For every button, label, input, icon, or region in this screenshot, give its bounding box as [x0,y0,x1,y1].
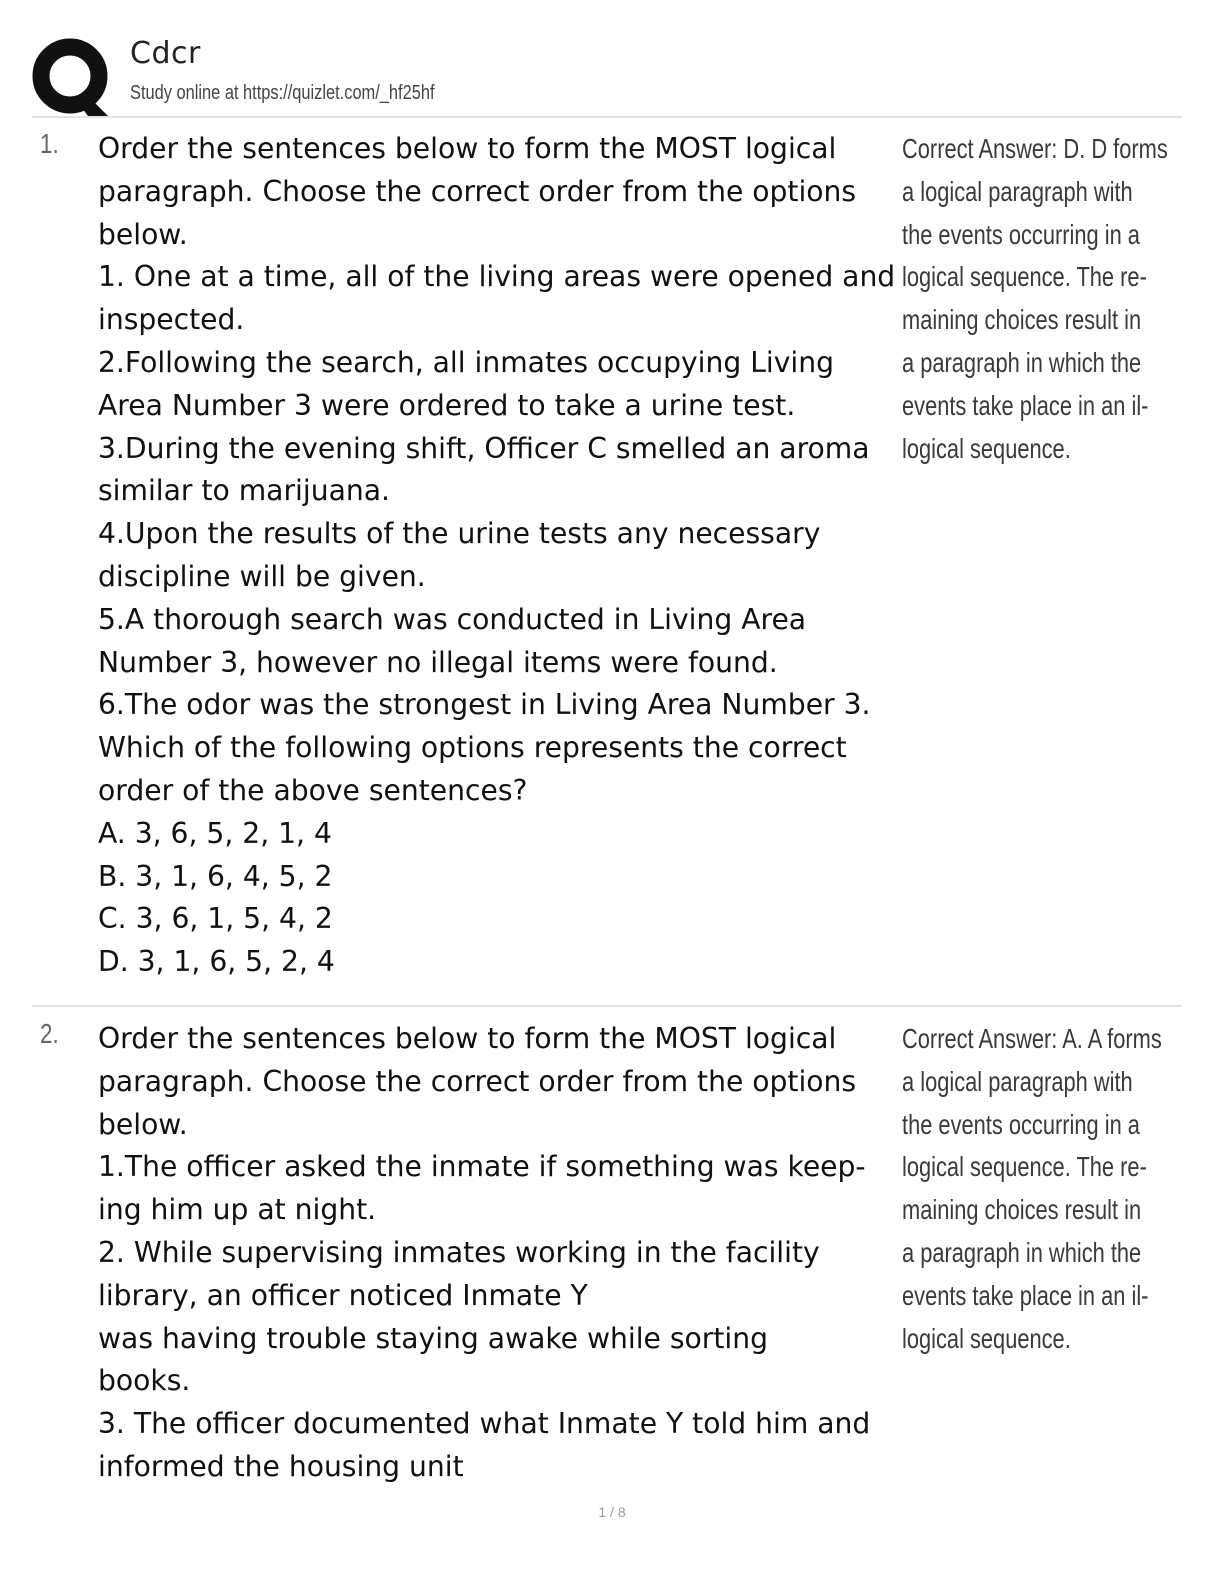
question-line: similar to marijuana. [98,474,390,508]
question-line: inspected. [98,303,245,337]
question-line: below. [98,217,188,251]
answer-line: the events occurring in a [902,1108,1140,1140]
card-number: 1. [40,128,59,159]
question-line: 2.Following the search, all inmates occupying Living [98,345,835,379]
question-line: informed the housing unit [98,1449,464,1483]
question-line: Area Number 3 were ordered to take a urine test. [98,388,796,422]
question-line: order of the above sentences? [98,773,528,807]
answer-line: a paragraph in which the [902,1236,1142,1268]
card-divider [32,1005,1182,1007]
app-title: Cdcr [130,36,201,71]
answer-line: maining choices result in [902,1194,1142,1226]
answer-line: a logical paragraph with [902,1065,1133,1097]
page-header [32,32,1182,116]
answer-line: logical sequence. [902,432,1071,464]
question-line: 3.During the evening shift, Officer C smelled an aroma [98,431,870,465]
question-line: 5.A thorough search was conducted in Living Area [98,602,807,636]
question-line: 6.The odor was the strongest in Living Area Number 3. [98,688,871,722]
answer-text [902,1018,1162,1360]
question-line: Order the sentences below to form the MOST logical [98,132,837,165]
question-line: was having trouble staying awake while sorting [98,1321,769,1355]
answer-line: events take place in an il- [902,1279,1149,1311]
question-line: books. [98,1364,191,1398]
question-line: discipline will be given. [98,559,426,593]
answer-line: logical sequence. The re- [902,261,1147,293]
option-c: C. 3, 6, 1, 5, 4, 2 [98,902,333,936]
question-line: paragraph. Choose the correct order from the options [98,1064,857,1098]
answer-line: maining choices result in [902,304,1142,336]
answer-line: Correct Answer: A. A forms [902,1023,1162,1054]
card-number: 2. [40,1018,59,1049]
answer-line: Correct Answer: D. D forms [902,133,1168,164]
quizlet-logo-icon [32,38,112,118]
question-line: 3. The officer documented what Inmate Y told him and [98,1407,871,1441]
answer-line: a logical paragraph with [902,175,1133,207]
question-line: 1.The officer asked the inmate if something was keep- [98,1150,866,1184]
question-line: below. [98,1107,188,1141]
answer-text [902,128,1168,470]
question-text [98,1018,898,1489]
option-b: B. 3, 1, 6, 4, 5, 2 [98,859,333,893]
answer-line: the events occurring in a [902,218,1140,250]
question-line: Which of the following options represents the correct [98,731,847,765]
page-number: 1 / 8 [598,1504,626,1520]
question-line: paragraph. Choose the correct order from the options [98,174,857,208]
question-line: library, an officer noticed Inmate Y [98,1278,588,1312]
answer-line: events take place in an il- [902,389,1149,421]
question-line: Number 3, however no illegal items were found. [98,645,778,679]
question-line: 2. While supervising inmates working in the facility [98,1235,820,1269]
question-line: ing him up at night. [98,1193,377,1227]
study-link[interactable]: Study online at https://quizlet.com/_hf25hf [130,82,435,104]
option-a: A. 3, 6, 5, 2, 1, 4 [98,816,332,850]
question-line: 4.Upon the results of the urine tests any necessary [98,517,821,551]
answer-line: logical sequence. [902,1322,1071,1354]
header-divider [32,116,1182,118]
answer-line: a paragraph in which the [902,346,1142,378]
question-line: 1. One at a time, all of the living areas were opened and [98,260,896,294]
question-text [98,128,898,984]
option-d: D. 3, 1, 6, 5, 2, 4 [98,945,335,979]
question-line: Order the sentences below to form the MOST logical [98,1022,837,1055]
answer-line: logical sequence. The re- [902,1151,1147,1183]
